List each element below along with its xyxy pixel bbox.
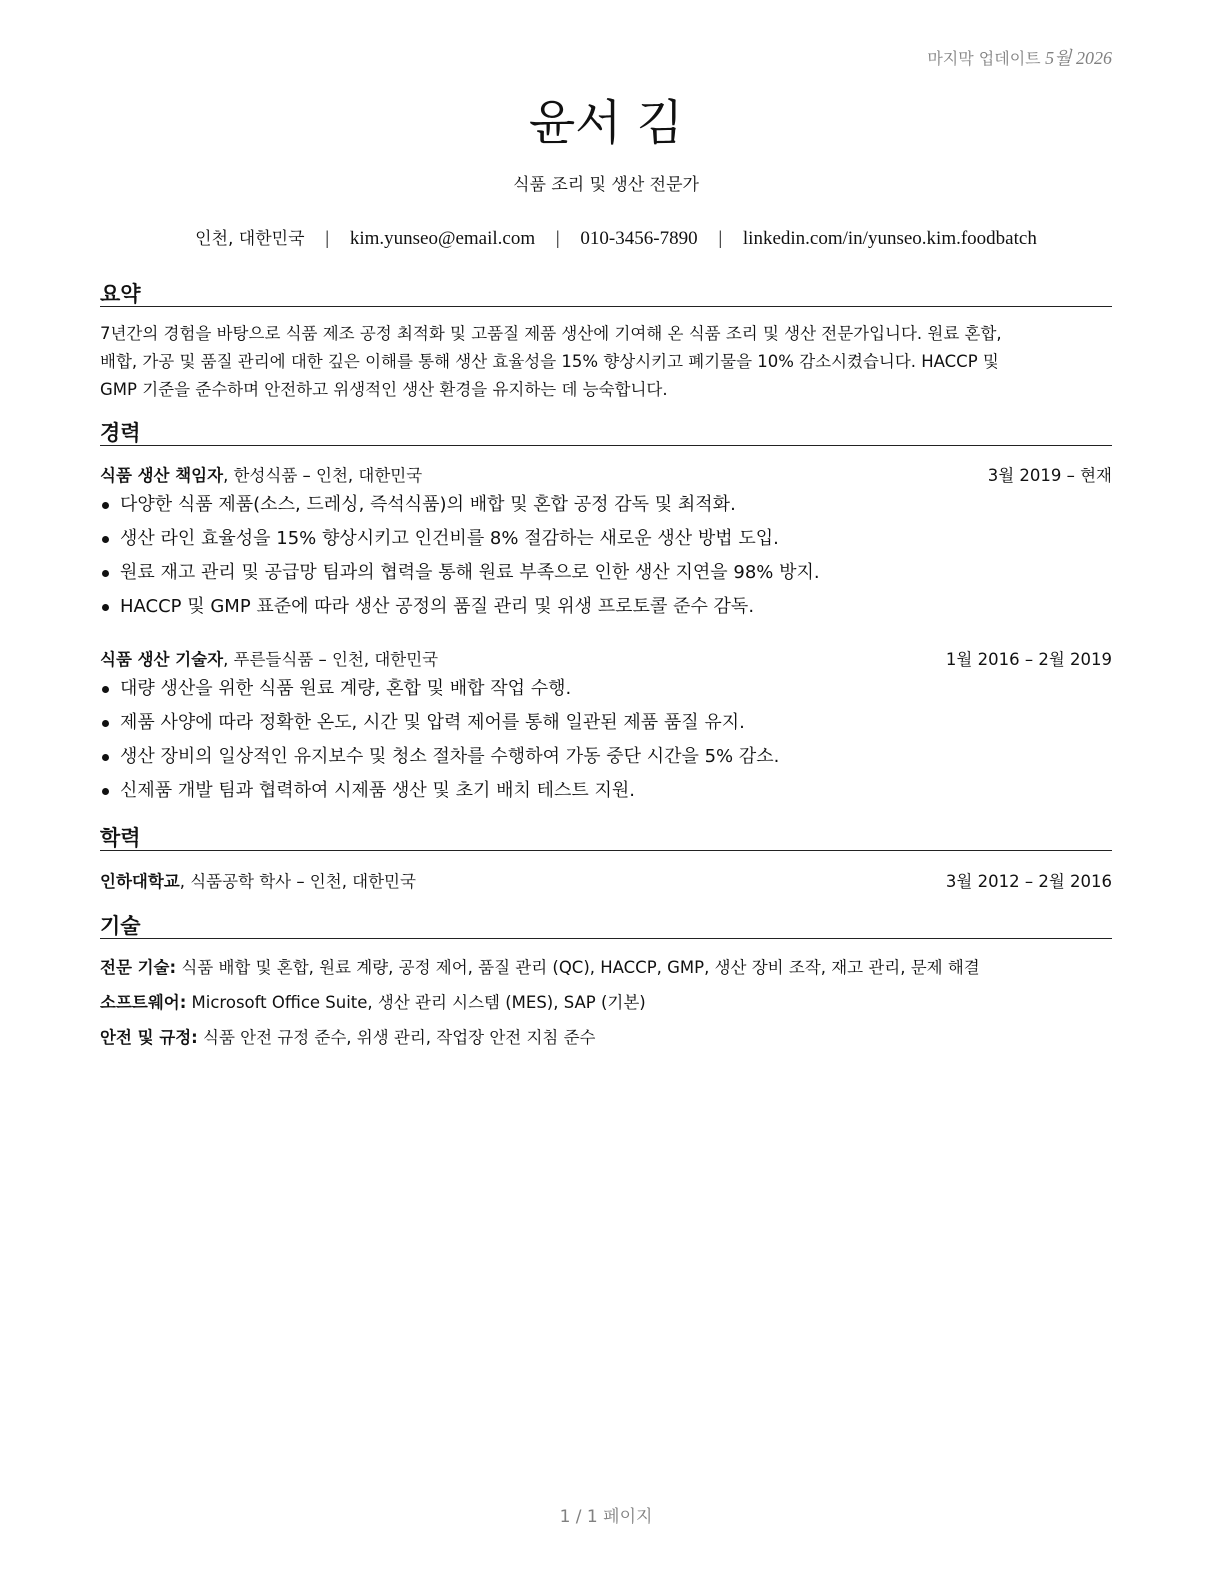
skills-list	[100, 954, 1112, 1059]
contact-location: 인천, 대한민국	[195, 229, 305, 249]
last-updated	[927, 44, 1112, 70]
skills-value: 식품 안전 규정 준수, 위생 관리, 작업장 안전 지침 준수	[197, 1028, 596, 1047]
job-org: , 한성식품 – 인천, 대한민국	[223, 466, 423, 485]
education-school: 인하대학교	[100, 872, 180, 891]
contact-email-link[interactable]: kim.yunseo@email.com	[349, 228, 536, 249]
job-header	[100, 646, 1112, 672]
job-bullet: 원료 재고 관리 및 공급망 팀과의 협력을 통해 원료 부족으로 인한 생산 지연을 98% 방지.	[100, 560, 1112, 594]
section-title-education: 학력	[100, 822, 1112, 851]
job-bullets	[100, 676, 1112, 812]
skills-label: 소프트웨어:	[100, 993, 187, 1012]
job-bullet: 생산 장비의 일상적인 유지보수 및 청소 절차를 수행하여 가동 중단 시간을 5% 감소.	[100, 744, 1112, 778]
job-header	[100, 462, 1112, 488]
contact-separator: |	[555, 228, 560, 249]
section-title-summary: 요약	[100, 278, 1112, 307]
skills-label: 전문 기술:	[100, 958, 177, 977]
job-bullet: 대량 생산을 위한 식품 원료 계량, 혼합 및 배합 작업 수행.	[100, 676, 1112, 710]
job-bullet: 신제품 개발 팀과 협력하여 시제품 생산 및 초기 배치 테스트 지원.	[100, 778, 1112, 812]
resume-page	[100, 0, 1112, 1584]
last-updated-label: 마지막 업데이트	[927, 49, 1041, 68]
skills-value: 식품 배합 및 혼합, 원료 계량, 공정 제어, 품질 관리 (QC), HACCP, GMP, 생산 장비 조작, 재고 관리, 문제 해결	[176, 958, 980, 977]
job-bullet: 제품 사양에 따라 정확한 온도, 시간 및 압력 제어를 통해 일관된 제품 품질 유지.	[100, 710, 1112, 744]
candidate-headline: 식품 조리 및 생산 전문가	[513, 175, 699, 195]
contact-line	[60, 224, 1172, 250]
summary-line: 7년간의 경험을 바탕으로 식품 제조 공정 최적화 및 고품질 제품 생산에 기여해 온 식품 조리 및 생산 전문가입니다. 원료 혼합,	[100, 324, 1002, 343]
section-title-skills: 기술	[100, 910, 1112, 939]
job-bullet: 다양한 식품 제품(소스, 드레싱, 즉석식품)의 배합 및 혼합 공정 감독 및 최적화.	[100, 492, 1112, 526]
candidate-name: 윤서 김	[528, 95, 684, 151]
contact-phone: 010-3456-7890	[580, 228, 698, 249]
job-org: , 푸른들식품 – 인천, 대한민국	[223, 650, 439, 669]
education-detail: , 식품공학 학사 – 인천, 대한민국	[179, 872, 416, 891]
skills-row	[100, 989, 1112, 1024]
section-title-experience: 경력	[100, 417, 1112, 446]
page-number: 1 / 1 페이지	[559, 1507, 653, 1527]
skills-label: 안전 및 규정:	[100, 1028, 198, 1047]
job-title: 식품 생산 책임자	[100, 466, 224, 485]
skills-value: Microsoft Office Suite, 생산 관리 시스템 (MES), SAP (기본)	[186, 993, 646, 1012]
summary-text	[100, 320, 1112, 404]
last-updated-year: 2026	[1076, 48, 1112, 68]
contact-separator: |	[325, 228, 330, 249]
summary-line: 배합, 가공 및 품질 관리에 대한 깊은 이해를 통해 생산 효율성을 15% 향상시키고 폐기물을 10% 감소시켰습니다. HACCP 및	[100, 352, 999, 371]
job-title: 식품 생산 기술자	[100, 650, 224, 669]
job-dates: 3월 2019 – 현재	[987, 466, 1112, 485]
skills-row	[100, 1024, 1112, 1059]
job-bullet: 생산 라인 효율성을 15% 향상시키고 인건비를 8% 절감하는 새로운 생산 방법 도입.	[100, 526, 1112, 560]
job-dates: 1월 2016 – 2월 2019	[945, 650, 1112, 669]
last-updated-month: 5월	[1045, 48, 1072, 68]
education-dates: 3월 2012 – 2월 2016	[945, 872, 1112, 891]
skills-row	[100, 954, 1112, 989]
education-entry	[100, 868, 1112, 894]
job-bullet: HACCP 및 GMP 표준에 따라 생산 공정의 품질 관리 및 위생 프로토콜 준수 감독.	[100, 594, 1112, 628]
summary-line: GMP 기준을 준수하며 안전하고 위생적인 생산 환경을 유지하는 데 능숙합니다.	[100, 380, 668, 399]
job-bullets	[100, 492, 1112, 628]
contact-linkedin-link[interactable]: linkedin.com/in/yunseo.kim.foodbatch	[742, 228, 1037, 249]
contact-separator: |	[718, 228, 723, 249]
